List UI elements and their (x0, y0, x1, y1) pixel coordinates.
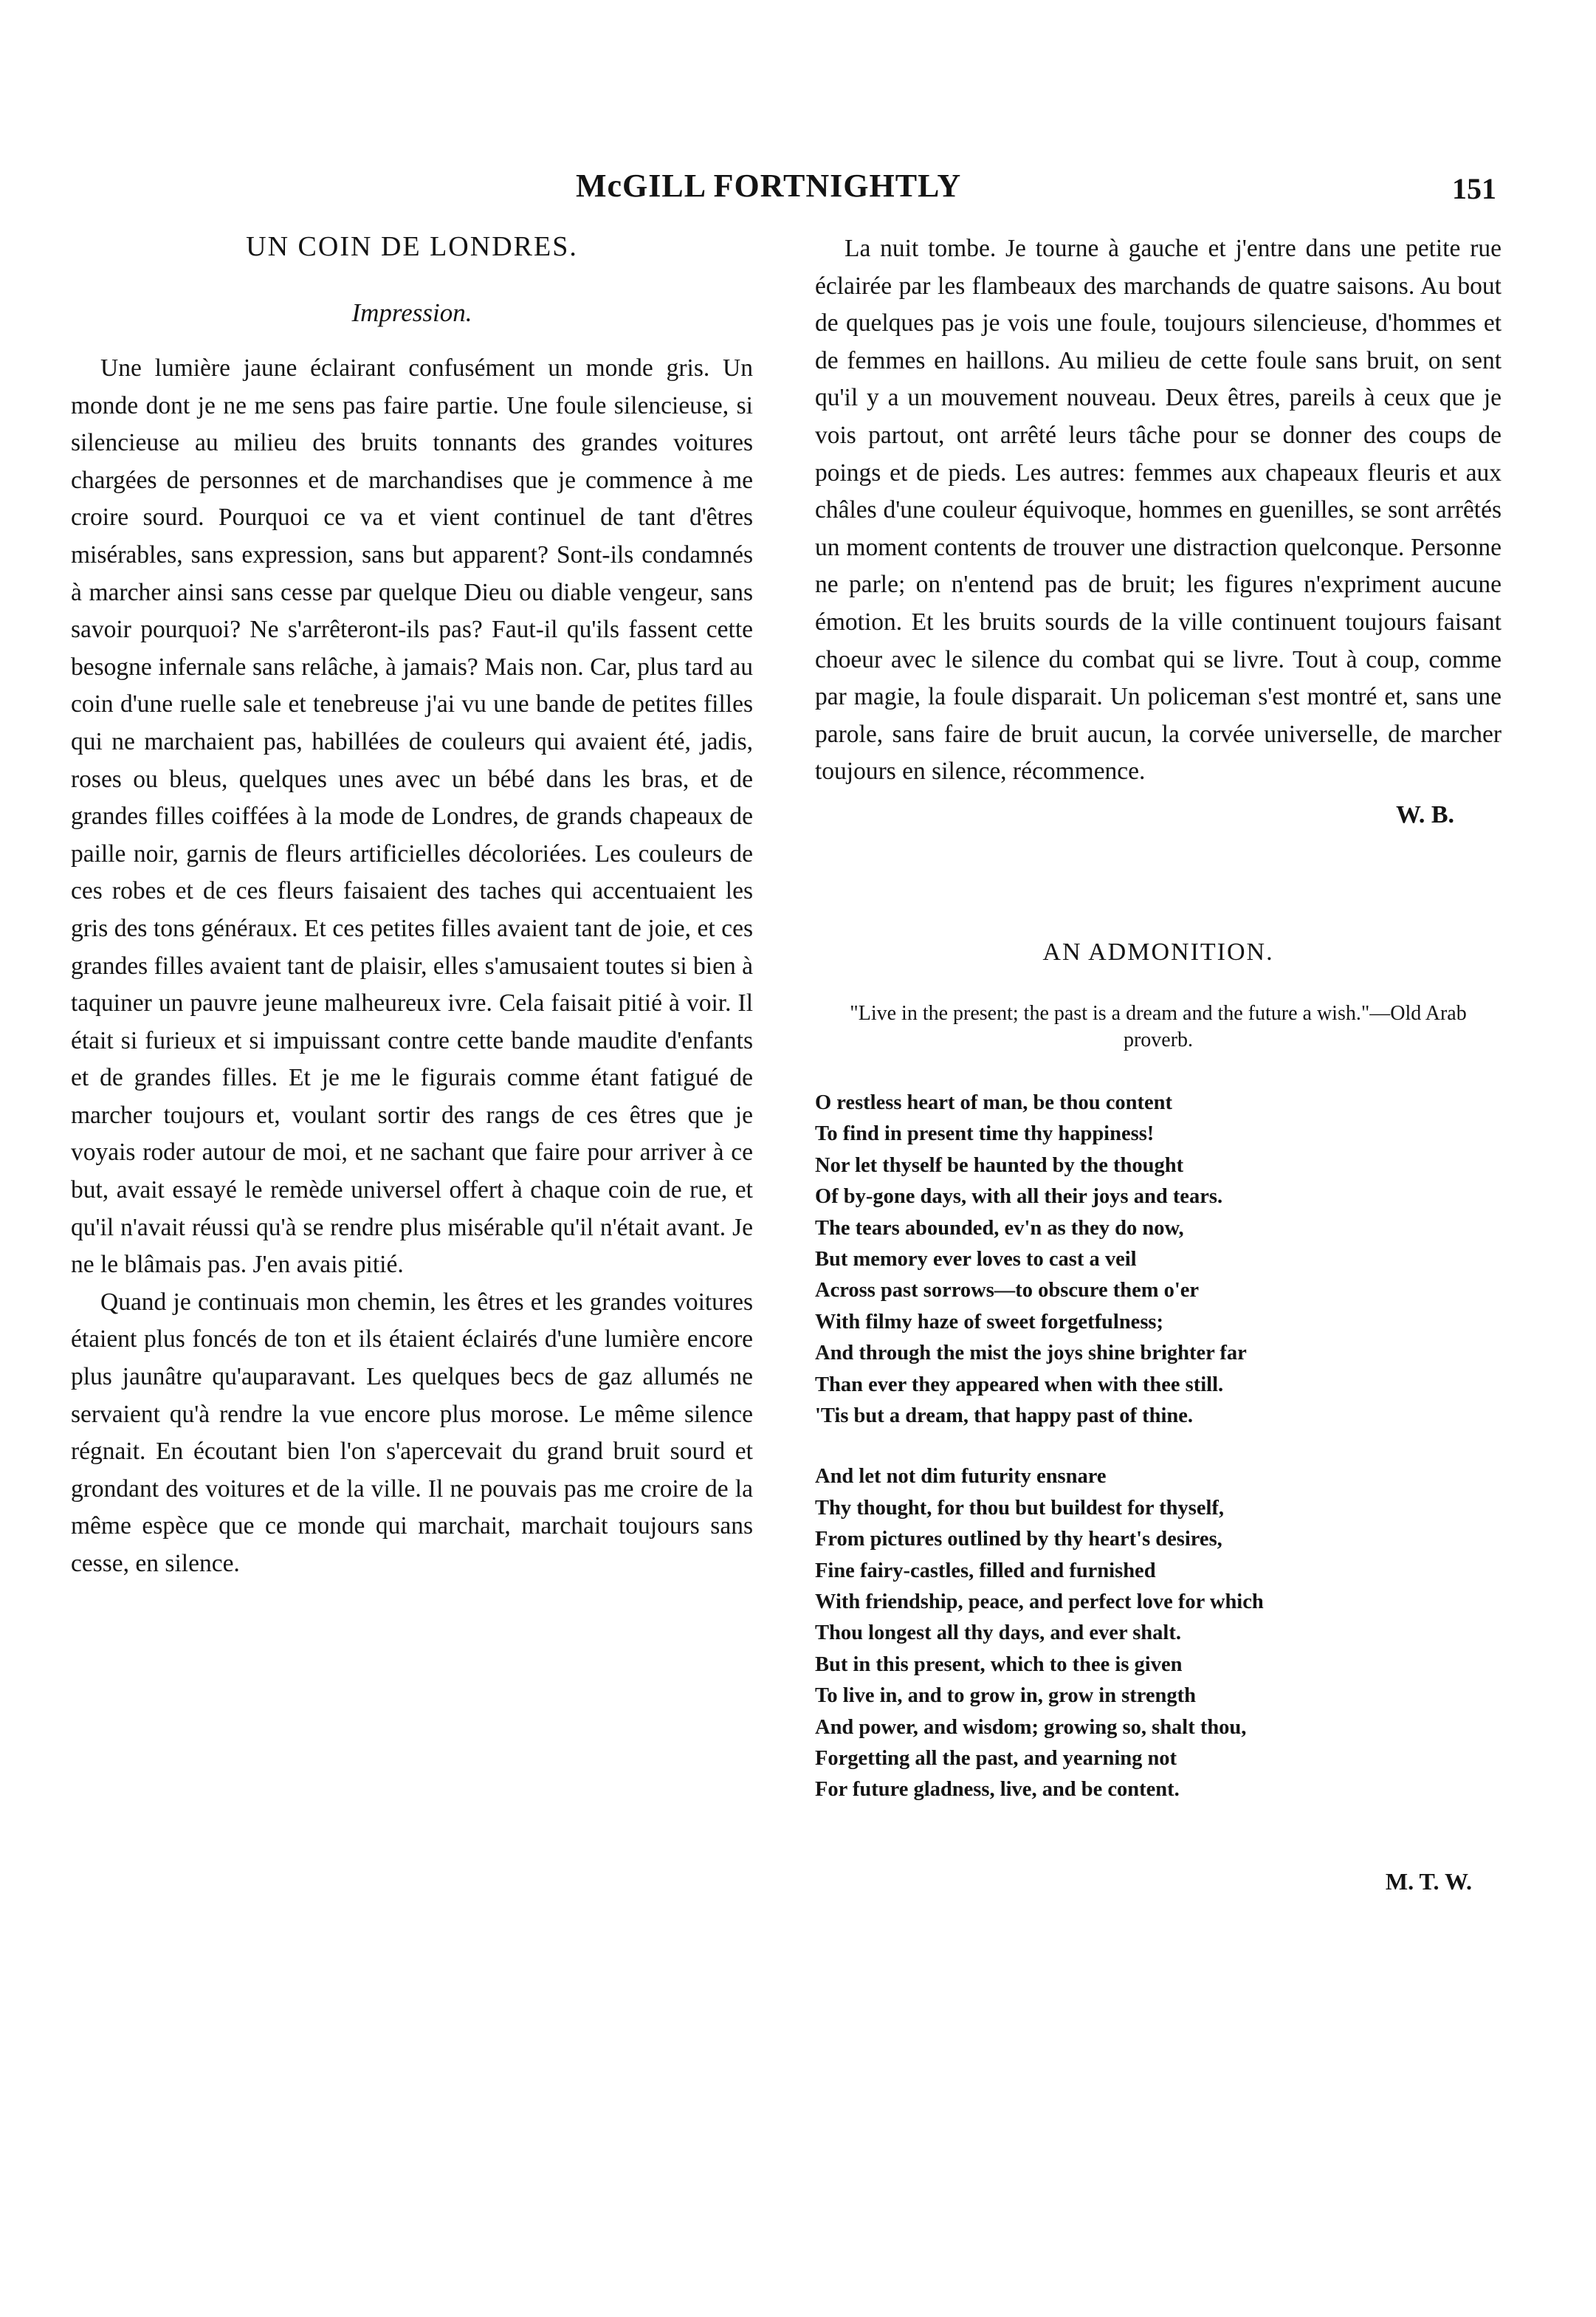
poem-line: To live in, and to grow in, grow in strength (815, 1684, 1196, 1708)
poem-line: With friendship, peace, and perfect love for which (815, 1590, 1264, 1613)
poem-signature: M. T. W. (1385, 1867, 1472, 1895)
poem-line: Than ever they appeared when with thee still. (815, 1373, 1224, 1396)
poem-line: Thou longest all thy days, and ever shalt. (815, 1621, 1181, 1645)
running-head: McGILL FORTNIGHTLY (576, 168, 962, 204)
poem-line: But memory ever loves to cast a veil (815, 1247, 1137, 1271)
poem-section (815, 938, 1502, 1895)
poem-line: Across past sorrows—to obscure them o'er (815, 1279, 1200, 1302)
stanza (815, 1461, 1502, 1805)
poem-line: For future gladness, live, and be content. (815, 1778, 1180, 1802)
poem-line: Fine fairy-castles, filled and furnished (815, 1559, 1156, 1582)
author-signature: W. B. (1395, 800, 1454, 828)
right-column (815, 230, 1502, 1895)
poem-line: Of by-gone days, with all their joys and tears. (815, 1185, 1223, 1209)
paragraph: La nuit tombe. Je tourne à gauche et j'entre dans une petite rue éclairée par les flambeaux des marchands de quatre saisons. Au bout de quelques pas je vois une foule, toujours silencieuse, d'hommes et de femmes en haillons. Au milieu de cette foule sans bruit, on sent qu'il y a un mouvement nouveau. Deux êtres, pareils à ceux que je vois partout, ont arrêté leurs tâche pour se donner des coups de poings et de pieds. Les autres: femmes aux chapeaux fleuris et aux châles d'une couleur équivoque, hommes en guenilles, se sont arrêtés un moment contents de trouver une distraction quelconque. Personne ne parle; on n'entend pas de bruit; les figures n'expriment aucune émotion. Et les bruits sourds de la ville continuent toujours faisant choeur avec le silence du combat qui se livre. Tout à coup, comme par magie, la foule disparait. Un policeman s'est montré et, sans une parole, sans faire de bruit aucun, la corvée universelle, de marcher toujours en silence, récommence. (815, 235, 1502, 786)
poem-line: With filmy haze of sweet forgetfulness; (815, 1310, 1164, 1333)
poem-line: From pictures outlined by thy heart's desires, (815, 1528, 1222, 1551)
poem (815, 1088, 1502, 1806)
left-column (71, 230, 753, 1583)
poem-line: O restless heart of man, be thou content (815, 1091, 1172, 1114)
article-title: UN COIN DE LONDRES. (246, 231, 578, 262)
paragraph: Quand je continuais mon chemin, les êtres et les grandes voitures étaient plus foncés de ton et ils étaient éclairés d'une lumière encore plus jaunâtre qu'auparavant. Les quelques becs de gaz allumés ne servaient qu'à rendre la vue encore plus morose. Le même silence régnait. En écoutant bien l'on s'apercevait du grand bruit sourd et grondant des voitures et de la ville. Il ne pouvais pas me croire de la même espèce que ce monde qui marchait, marchait toujours sans cesse, en silence. (71, 1288, 753, 1577)
poem-line: Nor let thyself be haunted by the thought (815, 1153, 1184, 1177)
epigraph: "Live in the present; the past is a dream and the future a wish."—Old Arab proverb. (850, 1001, 1467, 1051)
poem-line: And let not dim futurity ensnare (815, 1465, 1107, 1489)
poem-title: AN ADMONITION. (1042, 938, 1274, 966)
stanza (815, 1088, 1502, 1432)
article-subtitle: Impression. (351, 298, 472, 327)
poem-line: Thy thought, for thou but buildest for thyself, (815, 1496, 1225, 1520)
article-body (71, 350, 753, 1583)
paragraph: Une lumière jaune éclairant confusément un monde gris. Un monde dont je ne me sens pas faire partie. Une foule silencieuse, si silencieuse au milieu des bruits tonnants des grandes voitures chargées de personnes et de marchandises que je commence à me croire sourd. Pourquoi ce va et vient continuel de tant d'êtres misérables, sans expression, sans but apparent? Sont-ils condamnés à marcher ainsi sans cesse par quelque Dieu ou diable vengeur, sans savoir pourquoi? Ne s'arrêteront-ils pas? Faut-il qu'ils fassent cette besogne infernale sans relâche, à jamais? Mais non. Car, plus tard au coin d'une ruelle sale et tenebreuse j'ai vu une bande de petites filles qui ne marchaient pas, habillées de couleurs qui avaient été, jadis, roses ou bleus, quelques unes avec un bébé dans les bras, et de grandes filles coiffées à la mode de Londres, de grands chapeaux de paille noir, garnis de fleurs artificielles décoloriées. Les couleurs de ces robes et de ces fleurs faisaient des taches qui accentuaient les gris des tons généraux. Et ces petites filles avaient tant de joie, et ces grandes filles avaient tant de plaisir, elles s'amusaient toutes si bien à taquiner un pauvre jeune malheureux ivre. Cela faisait pitié à voir. Il était si furieux et si impuissant contre cette bande maudite d'enfants et de grandes filles. Et je me le figurais comme étant fatigué de marcher toujours et, voulant sortir des rangs de ces êtres que je voyais roder autour de moi, et ne sachant que faire pour arriver à ce but, avait essayé le remède universel offert à chaque coin de rue, et qu'il n'avait réussi qu'à se rendre plus misérable qu'il n'était avant. Je ne le blâmais pas. J'en avais pitié. (71, 354, 753, 1279)
poem-line: But in this present, which to thee is given (815, 1652, 1183, 1676)
poem-line: The tears abounded, ev'n as they do now, (815, 1216, 1184, 1240)
poem-line: And power, and wisdom; growing so, shalt thou, (815, 1715, 1247, 1739)
article-body-continued (815, 230, 1502, 791)
poem-line: 'Tis but a dream, that happy past of thine. (815, 1404, 1194, 1427)
poem-line: Forgetting all the past, and yearning not (815, 1747, 1177, 1771)
page-number: 151 (1452, 172, 1496, 205)
poem-line: To find in present time thy happiness! (815, 1122, 1155, 1146)
poem-line: And through the mist the joys shine brighter far (815, 1342, 1247, 1365)
